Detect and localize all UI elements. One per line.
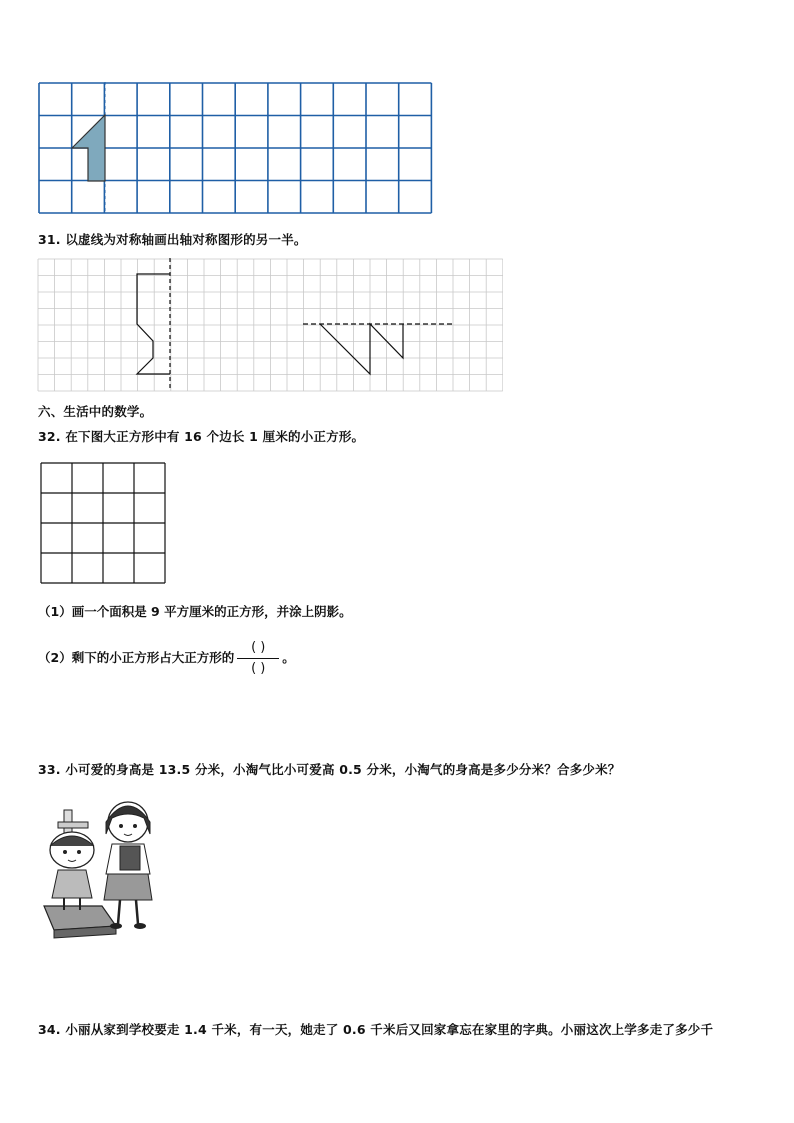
- question-32: 32. 在下图大正方形中有 16 个边长 1 厘米的小正方形。: [38, 429, 365, 444]
- symmetry-grid: [37, 258, 503, 392]
- fine-grid-lines: [38, 259, 503, 391]
- girls-illustration: [36, 788, 168, 944]
- question-32-part-2: （2）剩下的小正方形占大正方形的 $\frac{( )}{( )}$ 。: [38, 640, 295, 676]
- question-32-part-1: （1）画一个面积是 9 平方厘米的正方形，并涂上阴影。: [38, 604, 352, 619]
- question-31-text: 以虚线为对称轴画出轴对称图形的另一半。: [65, 232, 307, 247]
- question-34: 34. 小丽从家到学校要走 1.4 千米，有一天，她走了 0.6 千米后又回家拿忘在家里的字典。小丽这次上学多走了多少千: [38, 1022, 714, 1037]
- question-33: 33. 小可爱的身高是 13.5 分米，小淘气比小可爱高 0.5 分米，小淘气的身高是多少分米？合多少米？: [38, 762, 621, 777]
- shaded-shape: [72, 115, 105, 181]
- big-square-4x4: [40, 462, 168, 584]
- blue-grid-figure: [37, 82, 433, 216]
- right-half-figure: [320, 324, 403, 374]
- question-31: 31. 以虚线为对称轴画出轴对称图形的另一半。: [38, 232, 307, 247]
- question-34-text: 小丽从家到学校要走 1.4 千米，有一天，她走了 0.6 千米后又回家拿忘在家里的字典。小丽这次上学多走了多少千: [65, 1022, 714, 1037]
- question-32-text: 在下图大正方形中有 16 个边长 1 厘米的小正方形。: [65, 429, 365, 444]
- square-grid-lines: [41, 463, 165, 583]
- section-6-title: 六、生活中的数学。: [38, 404, 153, 419]
- blank-fraction[interactable]: $\frac{( )}{( )}$: [237, 640, 279, 677]
- question-33-text: 小可爱的身高是 13.5 分米，小淘气比小可爱高 0.5 分米，小淘气的身高是多少分米？合多少米？: [65, 762, 621, 777]
- left-half-figure: [137, 274, 170, 374]
